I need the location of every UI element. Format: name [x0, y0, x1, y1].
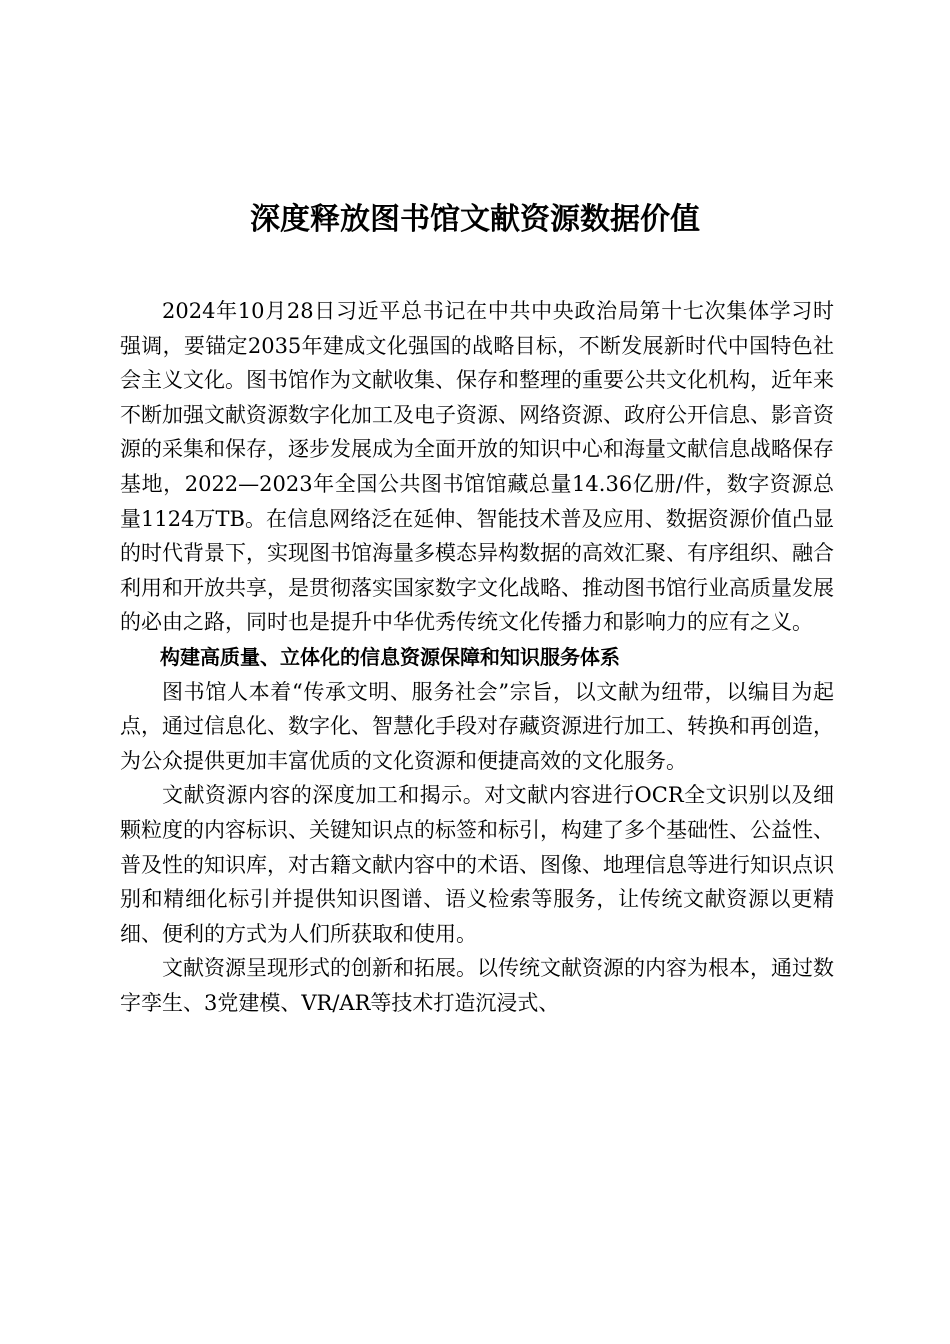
section-heading: 构建高质量、立体化的信息资源保障和知识服务体系 [160, 644, 620, 669]
document-body [120, 294, 834, 1020]
section-paragraph-1: 图书馆人本着“传承文明、服务社会”宗旨，以文献为纽带，以编目为起点，通过信息化、数字化、智慧化手段对存藏资源进行加工、转换和再创造，为公众提供更加丰富优质的文化资源和便捷高效的文化服务。 [120, 679, 834, 773]
intro-paragraph: 2024年10月28日习近平总书记在中共中央政治局第十七次集体学习时强调，要锚定2035年建成文化强国的战略目标，不断发展新时代中国特色社会主义文化。图书馆作为文献收集、保存和整理的重要公共文化机构，近年来不断加强文献资源数字化加工及电子资源、网络资源、政府公开信息、影音资源的采集和保存，逐步发展成为全面开放的知识中心和海量文献信息战略保存基地，2022—2023年全国公共图书馆馆藏总量14.36亿册/件，数字资源总量1124万TB。在信息网络泛在延伸、智能技术普及应用、数据资源价值凸显的时代背景下，实现图书馆海量多模态异构数据的高效汇聚、有序组织、融合利用和开放共享，是贯彻落实国家数字文化战略、推动图书馆行业高质量发展的必由之路，同时也是提升中华优秀传统文化传播力和影响力的应有之义。 [120, 299, 834, 635]
document-title: 深度释放图书馆文献资源数据价值 [250, 202, 700, 237]
section-paragraph-3: 文献资源呈现形式的创新和拓展。以传统文献资源的内容为根本，通过数字孪生、3党建模、VR/AR等技术打造沉浸式、 [120, 956, 834, 1015]
section-paragraph-2: 文献资源内容的深度加工和揭示。对文献内容进行OCR全文识别以及细颗粒度的内容标识、关键知识点的标签和标引，构建了多个基础性、公益性、普及性的知识库，对古籍文献内容中的术语、图像、地理信息等进行知识点识别和精细化标引并提供知识图谱、语义检索等服务，让传统文献资源以更精细、便利的方式为人们所获取和使用。 [120, 783, 834, 946]
